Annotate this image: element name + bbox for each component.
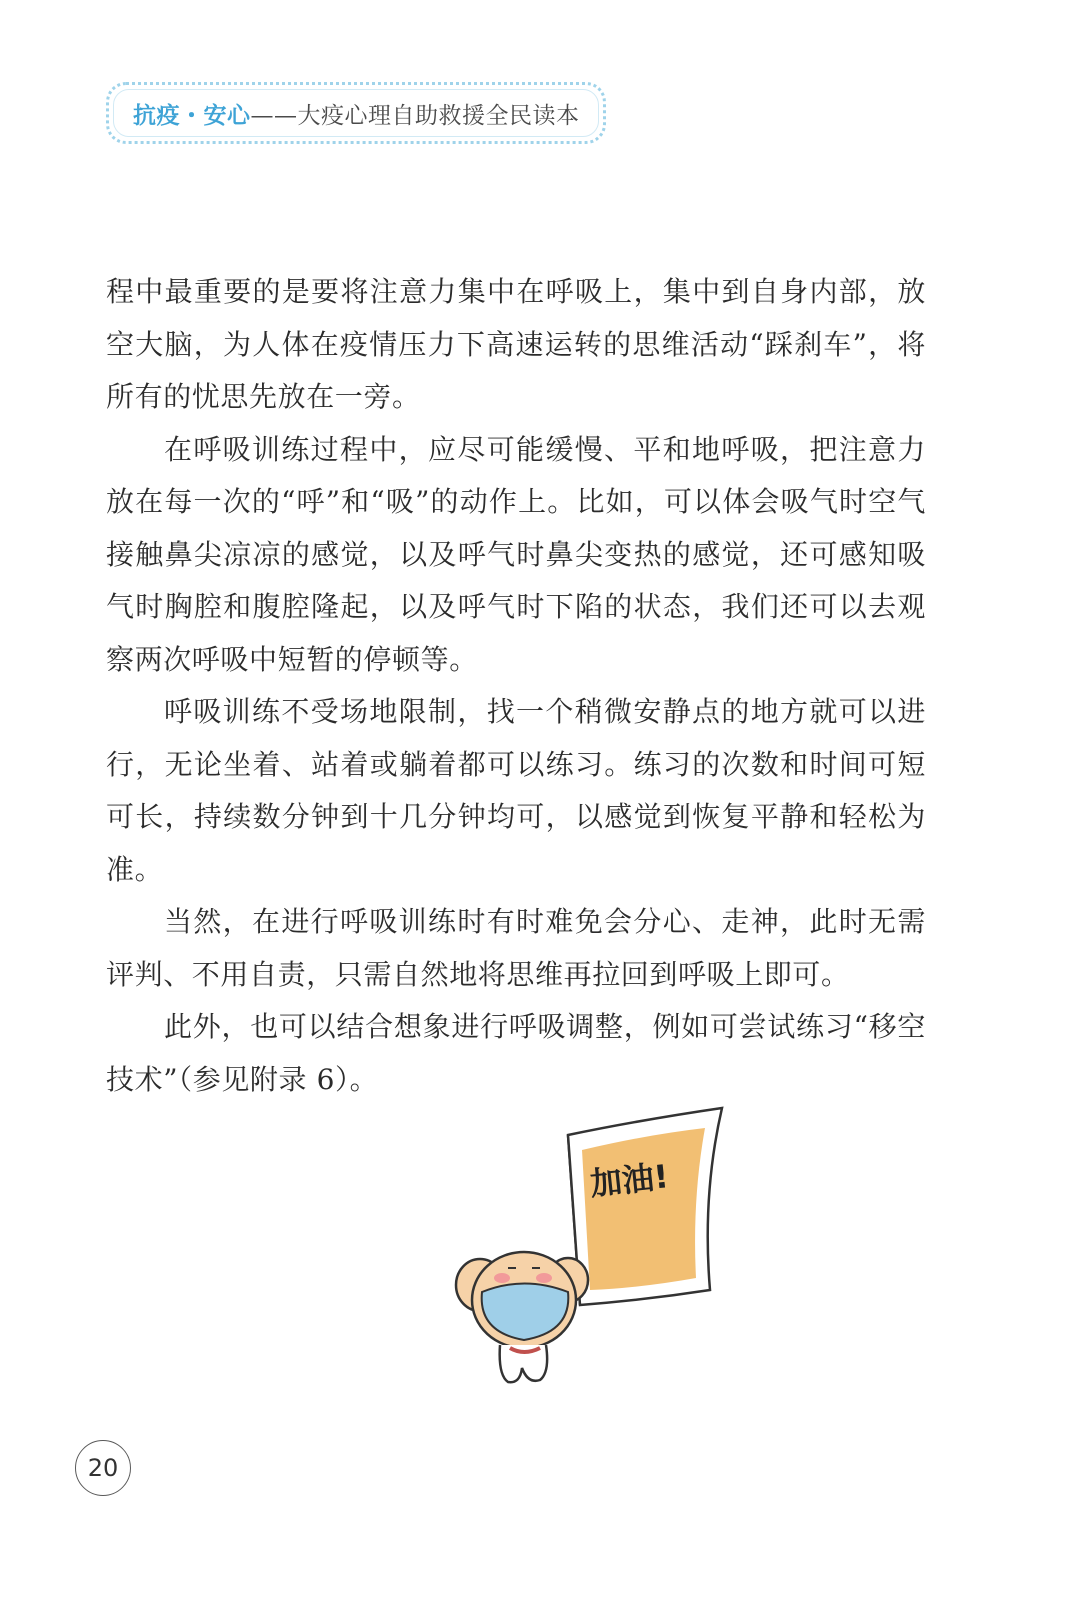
paragraph: 在呼吸训练过程中，应尽可能缓慢、平和地呼吸，把注意力放在每一次的“呼”和“吸”的动作上。比如，可以体会吸气时空气接触鼻尖凉凉的感觉，以及呼气时鼻尖变热的感觉，还可感知吸气时胸腔和腹腔隆起，以及呼气时下陷的状态，我们还可以去观察两次呼吸中短暂的停顿等。 bbox=[106, 432, 926, 676]
page-number: 20 bbox=[75, 1440, 131, 1496]
paragraph: 此外，也可以结合想象进行呼吸调整，例如可尝试练习“移空技术”（参见附录 6）。 bbox=[106, 1010, 926, 1096]
flag-color-fill bbox=[582, 1128, 705, 1290]
body-text bbox=[106, 266, 926, 1106]
mascot-blush-left bbox=[494, 1273, 510, 1283]
header-subtitle: ——大疫心理自助救援全民读本 bbox=[250, 102, 580, 129]
flag-text: 加油! bbox=[588, 1157, 671, 1204]
mascot-blush-right bbox=[536, 1273, 552, 1283]
cheering-mascot-illustration bbox=[440, 1100, 740, 1390]
paragraph: 当然，在进行呼吸训练时有时难免会分心、走神，此时无需评判、不用自责，只需自然地将思维再拉回到呼吸上即可。 bbox=[106, 905, 926, 991]
mascot-drawing bbox=[440, 1100, 740, 1390]
header-series-title: 抗疫・安心 bbox=[133, 102, 251, 129]
header-border bbox=[113, 89, 599, 137]
running-header bbox=[106, 82, 606, 144]
paragraph: 呼吸训练不受场地限制，找一个稍微安静点的地方就可以进行，无论坐着、站着或躺着都可以练习。练习的次数和时间可短可长，持续数分钟到十几分钟均可，以感觉到恢复平静和轻松为准。 bbox=[106, 695, 926, 886]
paragraph: 程中最重要的是要将注意力集中在呼吸上，集中到自身内部，放空大脑，为人体在疫情压力下高速运转的思维活动“踩刹车”，将所有的忧思先放在一旁。 bbox=[106, 275, 926, 413]
